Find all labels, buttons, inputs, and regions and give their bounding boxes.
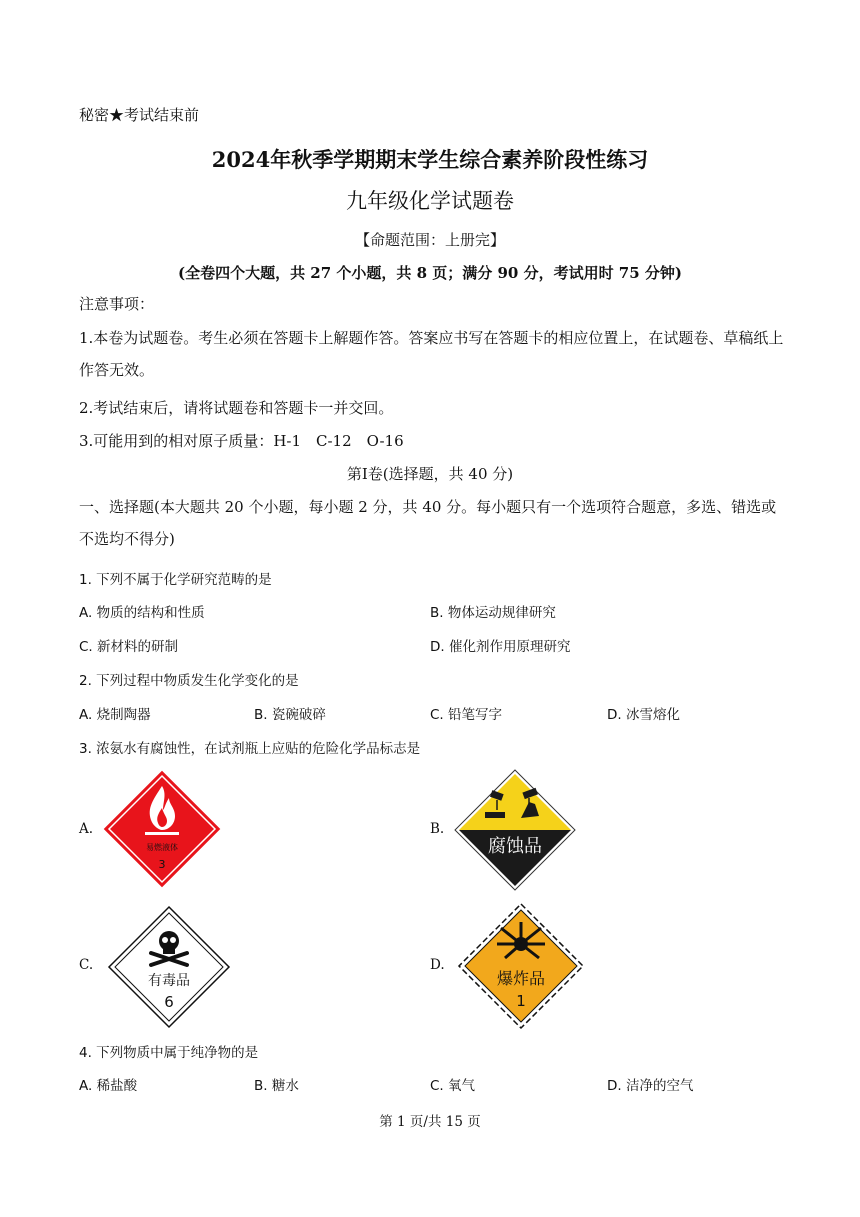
- question-3-option-b: B.: [430, 821, 445, 837]
- flammable-liquid-sign: [101, 768, 223, 890]
- question-4-stem: 4. 下列物质中属于纯净物的是: [79, 1045, 259, 1061]
- question-3-option-c: C.: [79, 957, 94, 973]
- sign-c-label: 有毒品: [148, 973, 190, 989]
- sign-d-label: 爆炸品: [496, 969, 546, 988]
- question-4-option-a: A. 稀盐酸: [79, 1078, 138, 1094]
- confidential-label: 秘密★考试结束前: [79, 106, 200, 124]
- explosive-sign: [455, 900, 587, 1032]
- note-1: 1.本卷为试题卷。考生必须在答题卡上解题作答。答案应书写在答题卡的相应位置上，在试题卷、草稿纸上作答无效。: [79, 329, 784, 379]
- sign-b-label: 腐蚀品: [488, 836, 542, 857]
- question-2-option-a: A. 烧制陶器: [79, 707, 151, 723]
- sign-a-number: 3: [158, 858, 166, 871]
- question-2-stem: 2. 下列过程中物质发生化学变化的是: [79, 673, 299, 689]
- exam-subtitle: 九年级化学试题卷: [346, 189, 514, 213]
- question-3-option-a: A.: [79, 821, 94, 837]
- question-3-option-d: D.: [430, 957, 445, 973]
- sign-c-number: 6: [164, 993, 174, 1011]
- part1-heading: 第Ⅰ卷(选择题，共 40 分): [346, 465, 514, 483]
- page-footer: 第 1 页/共 15 页: [379, 1114, 481, 1130]
- notes-heading: 注意事项：: [79, 295, 155, 313]
- question-1-option-a: A. 物质的结构和性质: [79, 605, 205, 621]
- question-4-option-b: B. 糖水: [254, 1078, 299, 1094]
- question-2-option-b: B. 瓷碗破碎: [254, 707, 326, 723]
- question-4-option-d: D. 洁净的空气: [607, 1078, 694, 1094]
- exam-scope: 【命题范围：上册完】: [354, 231, 505, 249]
- question-1-option-c: C. 新材料的研制: [79, 639, 179, 655]
- exam-title: 2024年秋季学期期末学生综合素养阶段性练习: [211, 147, 649, 172]
- part1-instruction: 一、选择题(本大题共 20 个小题，每小题 2 分，共 40 分。每小题只有一个选项符合题意，多选、错选或不选均不得分): [79, 498, 777, 548]
- question-1-option-d: D. 催化剂作用原理研究: [430, 639, 571, 655]
- sign-a-label: 易燃液体: [146, 843, 178, 852]
- question-1-option-b: B. 物体运动规律研究: [430, 605, 556, 621]
- question-1-stem: 1. 下列不属于化学研究范畴的是: [79, 572, 272, 588]
- sign-d-number: 1: [516, 992, 526, 1010]
- question-2-option-c: C. 铅笔写字: [430, 707, 503, 723]
- question-2-option-d: D. 冰雪熔化: [607, 707, 680, 723]
- corrosive-sign: [453, 768, 577, 892]
- note-2: 2.考试结束后，请将试题卷和答题卡一并交回。: [79, 399, 394, 417]
- toxic-sign: [107, 905, 231, 1029]
- exam-info: (全卷四个大题，共 27 个小题，共 8 页；满分 90 分，考试用时 75 分钟): [177, 264, 683, 282]
- question-3-stem: 3. 浓氨水有腐蚀性，在试剂瓶上应贴的危险化学品标志是: [79, 741, 421, 757]
- note-3: 3.可能用到的相对原子质量：H-1 C-12 O-16: [79, 432, 404, 450]
- question-4-option-c: C. 氧气: [430, 1078, 476, 1094]
